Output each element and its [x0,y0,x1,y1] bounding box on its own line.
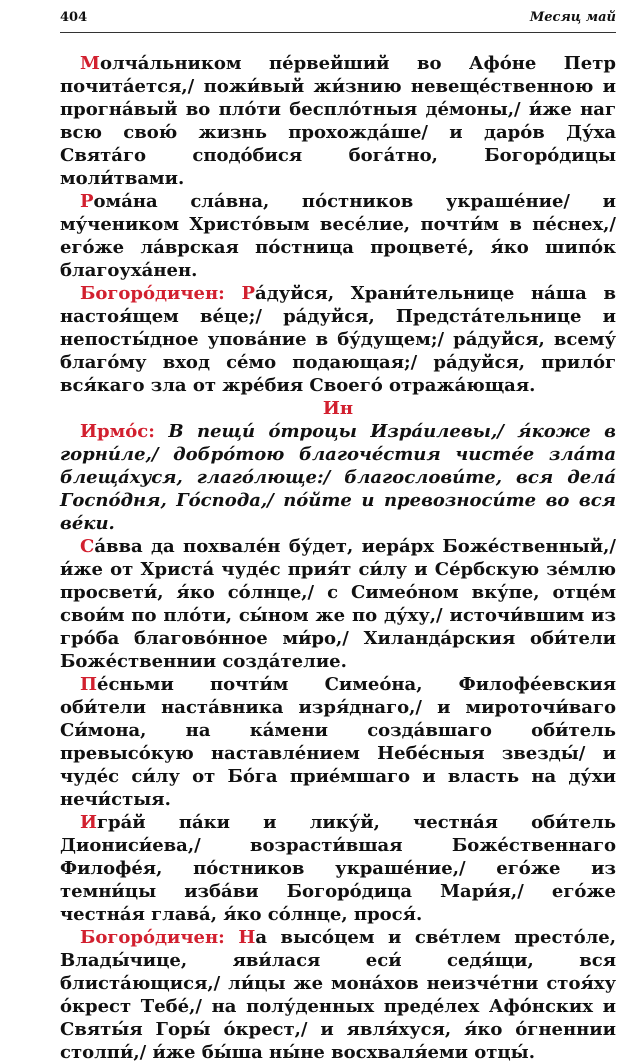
page-number: 404 [60,10,88,25]
text-body [60,52,616,1064]
paragraph-text: гра́й па́ки и лику́й, честна́я оби́тель Диониси́ева,/ возрасти́вшая Боже́ственнаго Филофе́я, по́стников украше́ние,/ его́же из темни́цы изба́ви Богоро́дица Мари́я,/ его́же честна́я глава́, я́ко со́лнце, прося́. [60,812,616,925]
drop-initial: Р [241,283,256,304]
paragraph-text: ома́на сла́вна, по́стников украше́ние/ и му́чеником Христо́вым весе́лие, почти́м в пе́снех,/ его́же ла́врская по́стница процвете́, я́ко шипо́к благоуха́нен. [60,191,616,281]
paragraph-text: е́сньми почти́м Симео́на, Филофе́евския оби́тели наста́вника изря́днаго,/ и мироточи́ваго Си́мона, на ка́мени созда́вшаго оби́тель превысо́кую наставле́нием Небе́сныя звезды́/ и чуде́с си́лу от Бо́га прие́мшаго и власть на ду́хи нечи́стыя. [60,674,616,810]
theotokion-label: Богоро́дичен: [80,927,225,948]
paragraph-dionysiou [60,811,616,926]
paragraph-theotokion-2 [60,926,616,1064]
drop-initial: Р [80,191,94,212]
paragraph-theotokion-1 [60,282,616,397]
paragraph-text: а́дуйся, Храни́тельнице на́ша в настоя́щем ве́це;/ ра́дуйся, Предста́тельнице и непосты́дное упова́ние в бу́дущем;/ ра́дуйся, всему́ благо́му вход се́мо подающая;/ ра́дуйся, прило́г вся́каго зла от жре́бия Своего́ отража́ющая. [60,283,616,396]
section-heading: Ин [322,398,354,419]
paragraph-simeon [60,673,616,811]
drop-initial: П [80,674,97,695]
drop-initial: И [80,812,98,833]
drop-initial: М [80,53,100,74]
irmos-label: Ирмо́с: [80,421,155,442]
drop-initial: Н [238,927,256,948]
theotokion-label: Богоро́дичен: [80,283,225,304]
paragraph-savva [60,535,616,673]
drop-initial: С [80,536,95,557]
paragraph-roman [60,190,616,282]
paragraph-petr [60,52,616,190]
paragraph-text: а́вва да похвале́н бу́дет, иера́рх Боже́ственный,/ и́же от Христа́ чуде́с прия́т си́лу и Се́рбскую зе́млю просвети́, я́ко со́лнце,/ с Симео́ном вку́пе, отце́м свои́м по пло́ти, сы́ном же по ду́ху,/ источи́вшим из гро́ба благово́нное ми́ро,/ Хиланда́рския оби́тели Боже́ственнии созда́телие. [60,536,616,672]
page-header [60,8,616,33]
paragraph-text: олча́льником пе́рвейший во Афо́не Петр почита́ется,/ пожи́вый жи́знию невеще́ственною и прогна́вый во пло́ти беспло́тныя де́моны,/ и́же наг всю свою́ жизнь прохожда́ше/ и даро́в Ду́ха Свята́го сподо́бися бога́тно, Богоро́дицы моли́твами. [60,53,616,189]
paragraph-irmos [60,420,616,535]
paragraph-text: а высо́цем и све́тлем престо́ле, Влады́чице, яви́лася еси́ седя́щи, вся блиста́ющися,/ ли́цы же мона́хов неизче́тни стоя́ху о́крест Тебе́,/ на полу́денных преде́лех Афо́нских и Святы́я Горы́ о́крест,/ и явля́хуся, я́ко о́гненнии столпи́,/ и́же бы́ша ны́не восхваля́еми отцы́. [60,927,616,1063]
running-title: Месяц май [529,10,616,25]
irmos-text: В пещи́ о́троцы Изра́илевы,/ я́коже в горни́ле,/ добро́тою благоче́стия чисте́е зла́та блеща́хуся, глаго́люще:/ благослови́те, вся дела́ Госпо́дня, Го́спода,/ по́йте и превозноси́те во вся ве́ки. [60,421,616,534]
